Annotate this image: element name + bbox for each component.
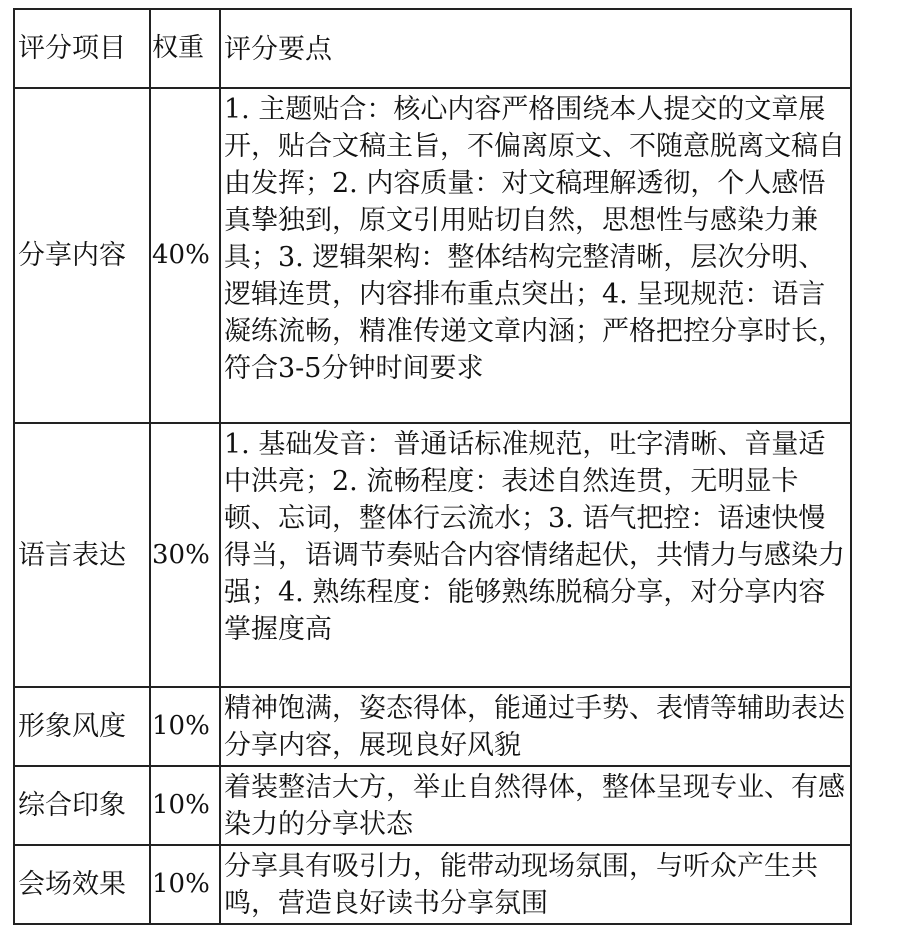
table-row (14, 845, 851, 924)
row-weight: 10% (150, 766, 220, 845)
header-points: 评分要点 (220, 9, 851, 88)
row-points: 精神饱满，姿态得体，能通过手势、表情等辅助表达分享内容，展现良好风貌 (220, 687, 851, 766)
row-points: 分享具有吸引力，能带动现场氛围，与听众产生共鸣，营造良好读书分享氛围 (220, 845, 851, 924)
scoring-table (13, 8, 852, 925)
row-points: 着装整洁大方，举止自然得体，整体呈现专业、有感染力的分享状态 (220, 766, 851, 845)
row-weight: 40% (150, 88, 220, 423)
row-item: 综合印象 (14, 766, 150, 845)
table-header-row (14, 9, 851, 88)
row-item: 分享内容 (14, 88, 150, 423)
header-item: 评分项目 (14, 9, 150, 88)
table-row (14, 88, 851, 423)
row-weight: 10% (150, 687, 220, 766)
table-row (14, 423, 851, 687)
row-weight: 10% (150, 845, 220, 924)
row-item: 形象风度 (14, 687, 150, 766)
row-points: 1. 基础发音：普通话标准规范，吐字清晰、音量适中洪亮；2. 流畅程度：表述自然连贯，无明显卡顿、忘词，整体行云流水；3. 语气把控：语速快慢得当，语调节奏贴合内容情绪起伏，共情力与感染力强；4. 熟练程度：能够熟练脱稿分享，对分享内容掌握度高 (220, 423, 851, 687)
header-weight: 权重 (150, 9, 220, 88)
table-row (14, 766, 851, 845)
scoring-table-container (13, 8, 850, 925)
table-row (14, 687, 851, 766)
row-weight: 30% (150, 423, 220, 687)
row-points: 1. 主题贴合：核心内容严格围绕本人提交的文章展开，贴合文稿主旨，不偏离原文、不随意脱离文稿自由发挥；2. 内容质量：对文稿理解透彻，个人感悟真挚独到，原文引用贴切自然，思想性与感染力兼具；3. 逻辑架构：整体结构完整清晰，层次分明、逻辑连贯，内容排布重点突出；4. 呈现规范：语言凝练流畅，精准传递文章内涵；严格把控分享时长，符合3-5分钟时间要求 (220, 88, 851, 423)
row-item: 语言表达 (14, 423, 150, 687)
row-item: 会场效果 (14, 845, 150, 924)
